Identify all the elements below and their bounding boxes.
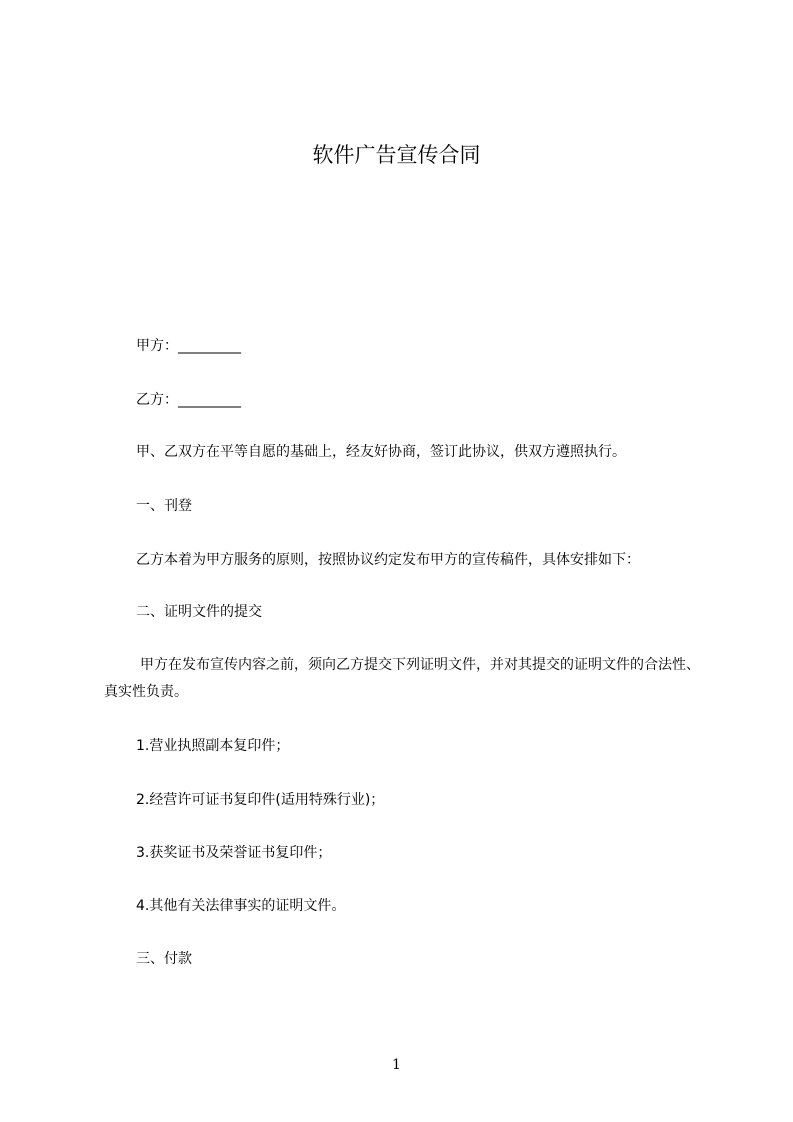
page-number: 1 (392, 1057, 401, 1073)
list-item: 2.经营许可证书复印件(适用特殊行业)； (136, 792, 385, 808)
list-item: 4.其他有关法律事实的证明文件。 (136, 898, 346, 914)
documents-paragraph: 甲方在发布宣传内容之前，须向乙方提交下列证明文件，并对其提交的证明文件的合法性、真实性负责。 (104, 657, 700, 700)
section-heading-payment: 三、付款 (136, 951, 192, 967)
publication-paragraph: 乙方本着为甲方服务的原则，按照协议约定发布甲方的宣传稿件，具体安排如下： (136, 552, 640, 568)
section-heading-publication: 一、刊登 (136, 498, 192, 514)
list-item: 1.营业执照副本复印件； (136, 738, 290, 754)
list-item: 3.获奖证书及荣誉证书复印件； (136, 845, 332, 861)
document-title: 软件广告宣传合同 (312, 143, 481, 167)
party-a-line: 甲方：_________ (136, 338, 241, 354)
party-b-line: 乙方：_________ (136, 392, 241, 408)
intro-paragraph: 甲、乙双方在平等自愿的基础上，经友好协商，签订此协议，供双方遵照执行。 (136, 444, 626, 460)
section-heading-documents: 二、证明文件的提交 (136, 604, 262, 620)
